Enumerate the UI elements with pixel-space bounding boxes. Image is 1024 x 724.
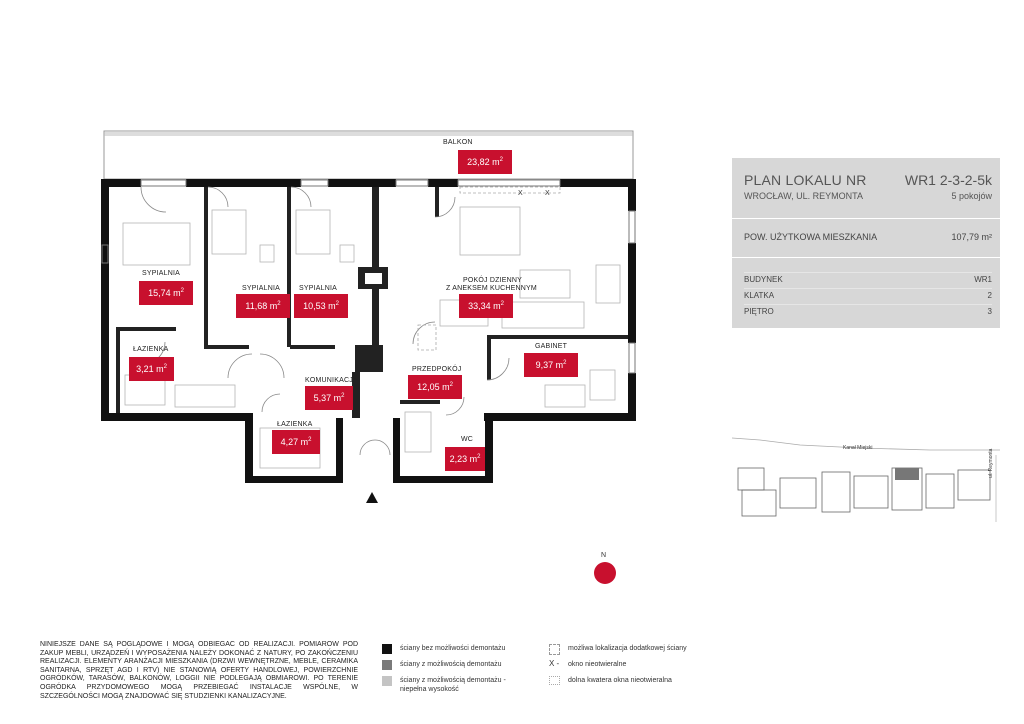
street-label: ul. Reymonta bbox=[988, 448, 994, 478]
rooms-count: 5 pokojów bbox=[951, 191, 992, 201]
area-tag-przedpokoj bbox=[408, 375, 462, 399]
street-address: WROCŁAW, UL. REYMONTA bbox=[744, 191, 864, 201]
legend-marker-fixed-window: X - bbox=[549, 659, 560, 668]
info-row-value: 3 bbox=[987, 307, 992, 316]
legend-label-fixed-wall: ściany bez możliwości demontażu bbox=[400, 645, 506, 652]
info-row-label: KLATKA bbox=[744, 291, 775, 300]
area-unit-sup: 2 bbox=[563, 360, 567, 366]
area-unit-sup: 2 bbox=[341, 393, 345, 399]
disclaimer-text: NINIEJSZE DANE SĄ POGLĄDOWE I MOGĄ ODBIEGAĆ OD REALIZACJI. POMIARÓW POD ZAKUP MEBLI, URZĄDZEŃ I WYPOSAŻENIA NALEŻY DOKONAĆ Z NATURY, PO ZAKOŃCZENIU REALIZACJI. ELEMENTY ARANŻACJI MIESZKANIA (DRZWI WEWNĘTRZNE, MEBLE, CERAMIKA SANITARNA, SPRZĘT AGD I RTV) NIE STANOWIĄ OFERTY HANDLOWEJ, POWIERZCHNIE OGRÓDKÓW, TARASÓW, BALKONÓW, LOGGII NIE PODLEGAJĄ OBMIAROWI. PO TERENIE OGRÓDKA PRZYDOMOWEGO MOGĄ PRZEBIEGAĆ INSTALACJE WSPÓLNE, W SZCZEGÓLNOŚCI MOGĄ ZNAJDOWAĆ SIĘ STUDZIENKI KANALIZACYJNE. bbox=[40, 641, 358, 700]
info-row-klatka bbox=[744, 288, 992, 304]
possible-extra-wall bbox=[418, 187, 560, 350]
info-row-value: WR1 bbox=[974, 275, 992, 284]
room-name-pokoj-line1: POKÓJ DZIENNY bbox=[463, 277, 522, 284]
area-unit-sup: 2 bbox=[449, 382, 453, 388]
legend-label-extra-wall: możliwa lokalizacja dodatkowej ściany bbox=[568, 645, 687, 652]
info-row-label: PIĘTRO bbox=[744, 307, 774, 316]
usable-area-label: POW. UŻYTKOWA MIESZKANIA bbox=[744, 232, 878, 242]
shaft bbox=[365, 273, 382, 284]
area-tag-sypialnia-1 bbox=[139, 281, 193, 305]
area-value: 11,68 m bbox=[245, 301, 278, 311]
legend-swatch-removable-wall bbox=[382, 660, 392, 670]
legend-label-removable-wall: ściany z możliwością demontażu bbox=[400, 661, 502, 668]
area-unit-sup: 2 bbox=[308, 437, 312, 443]
room-name-balkon: BALKON bbox=[443, 139, 473, 146]
area-value: 4,27 m bbox=[280, 437, 309, 447]
legend-swatch-fixed-wall bbox=[382, 644, 392, 654]
area-value: 12,05 m bbox=[417, 382, 450, 392]
room-name-wc: WC bbox=[461, 436, 474, 443]
legend-label-lower-sash: dolna kwatera okna nieotwieralna bbox=[568, 677, 672, 684]
legend-swatch-lower-sash bbox=[549, 676, 560, 685]
area-tag-balkon bbox=[458, 150, 512, 174]
area-unit-sup: 2 bbox=[499, 157, 503, 163]
exterior-walls bbox=[101, 179, 636, 483]
area-value: 10,53 m bbox=[303, 301, 336, 311]
area-value: 9,37 m bbox=[535, 360, 564, 370]
legend-label-partial-wall-1: ściany z możliwością demontażu - bbox=[400, 677, 506, 684]
room-name-sypialnia-2: SYPIALNIA bbox=[242, 285, 280, 292]
north-indicator bbox=[594, 552, 616, 588]
usable-area-row bbox=[732, 219, 1000, 258]
fixed-window-mark: X bbox=[518, 190, 523, 197]
room-name-komunikacja: KOMUNIKACJA bbox=[305, 377, 358, 384]
area-tag-lazienka-1 bbox=[129, 357, 174, 381]
area-value: 2,23 m bbox=[449, 454, 478, 464]
area-tag-sypialnia-2 bbox=[236, 294, 290, 318]
area-unit-sup: 2 bbox=[335, 301, 339, 307]
area-tag-wc bbox=[445, 447, 485, 471]
room-name-gabinet: GABINET bbox=[535, 343, 568, 350]
info-header bbox=[732, 158, 1000, 219]
canal-label: Kanał Miejski bbox=[843, 445, 873, 451]
room-name-pokoj-line2: Z ANEKSEM KUCHENNYM bbox=[446, 285, 537, 292]
area-tag-lazienka-2 bbox=[272, 430, 320, 454]
room-name-lazienka-1: ŁAZIENKA bbox=[133, 346, 169, 353]
usable-area-value: 107,79 m² bbox=[951, 232, 992, 242]
entrance-arrow bbox=[366, 492, 378, 503]
area-value: 23,82 m bbox=[467, 157, 500, 167]
room-name-przedpokoj: PRZEDPOKÓJ bbox=[412, 366, 462, 373]
area-value: 3,21 m bbox=[136, 364, 164, 374]
area-unit-sup: 2 bbox=[180, 288, 184, 294]
info-row-label: BUDYNEK bbox=[744, 275, 783, 284]
room-name-lazienka-2: ŁAZIENKA bbox=[277, 421, 313, 428]
area-unit-sup: 2 bbox=[500, 301, 504, 307]
legend-label-partial-wall-2: niepełna wysokość bbox=[400, 686, 459, 693]
north-label: N bbox=[601, 552, 607, 559]
info-panel bbox=[732, 158, 1000, 328]
area-unit-sup: 2 bbox=[277, 301, 281, 307]
area-unit-sup: 2 bbox=[477, 454, 481, 460]
fixed-window-mark: X bbox=[545, 190, 550, 197]
area-tag-gabinet bbox=[524, 353, 578, 377]
room-name-sypialnia-1: SYPIALNIA bbox=[142, 270, 180, 277]
legend-swatch-partial-wall bbox=[382, 676, 392, 686]
legend-label-fixed-window: okno nieotwieralne bbox=[568, 661, 627, 668]
compass-icon bbox=[594, 562, 616, 584]
balcony-outline bbox=[104, 131, 633, 179]
area-tag-komunikacja bbox=[305, 386, 353, 410]
legend-swatch-extra-wall bbox=[549, 644, 560, 655]
area-value: 5,37 m bbox=[313, 393, 342, 403]
area-tag-sypialnia-3 bbox=[294, 294, 348, 318]
area-value: 15,74 m bbox=[148, 288, 181, 298]
plan-title: PLAN LOKALU NR bbox=[744, 172, 867, 188]
area-value: 33,34 m bbox=[468, 301, 501, 311]
info-row-value: 2 bbox=[987, 291, 992, 300]
room-name-sypialnia-3: SYPIALNIA bbox=[299, 285, 337, 292]
area-unit-sup: 2 bbox=[163, 364, 167, 370]
info-row-budynek bbox=[744, 272, 992, 288]
unit-code: WR1 2-3-2-5k bbox=[904, 172, 992, 188]
area-tag-pokoj bbox=[459, 294, 513, 318]
info-row-pietro bbox=[744, 304, 992, 320]
